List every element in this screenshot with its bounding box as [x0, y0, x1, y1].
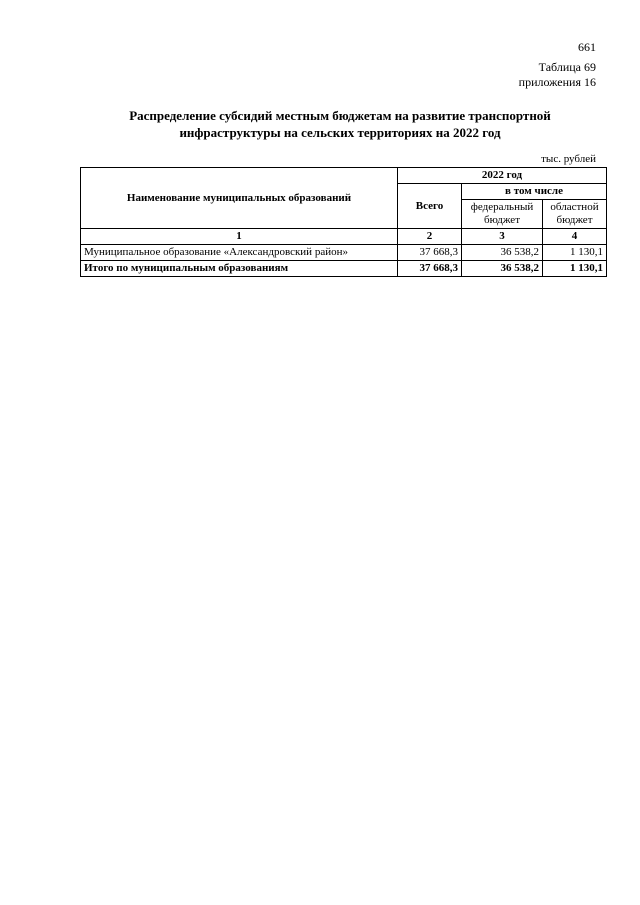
col-number-4: 4: [543, 229, 607, 245]
header-year: 2022 год: [398, 168, 607, 184]
total-row-regional: 1 130,1: [543, 261, 607, 277]
subsidy-table: [80, 167, 607, 277]
table-number: Таблица 69: [538, 60, 596, 74]
row-regional: 1 130,1: [543, 245, 607, 261]
row-total: 37 668,3: [398, 245, 462, 261]
header-federal: федеральный бюджет: [462, 200, 543, 229]
header-row-1: [81, 168, 607, 184]
header-including: в том числе: [462, 184, 607, 200]
col-number-3: 3: [462, 229, 543, 245]
column-number-row: [81, 229, 607, 245]
total-row-federal: 36 538,2: [462, 261, 543, 277]
document-title: [80, 107, 600, 141]
header-total: Всего: [398, 184, 462, 229]
table-row: [81, 245, 607, 261]
table-reference: [519, 60, 596, 90]
row-federal: 36 538,2: [462, 245, 543, 261]
title-line-2: инфраструктуры на сельских территориях на 2022 год: [179, 125, 501, 140]
title-line-1: Распределение субсидий местным бюджетам на развитие транспортной: [129, 108, 551, 123]
col-number-2: 2: [398, 229, 462, 245]
col-number-1: 1: [81, 229, 398, 245]
row-name: Муниципальное образование «Александровский район»: [81, 245, 398, 261]
header-regional: областной бюджет: [543, 200, 607, 229]
appendix-number: приложения 16: [518, 75, 596, 89]
total-row-name: Итого по муниципальным образованиям: [81, 261, 398, 277]
header-name-col: Наименование муниципальных образований: [81, 168, 398, 229]
total-row-total: 37 668,3: [398, 261, 462, 277]
page-number: 661: [578, 40, 596, 54]
total-row: [81, 261, 607, 277]
units-label: тыс. рублей: [541, 153, 596, 165]
